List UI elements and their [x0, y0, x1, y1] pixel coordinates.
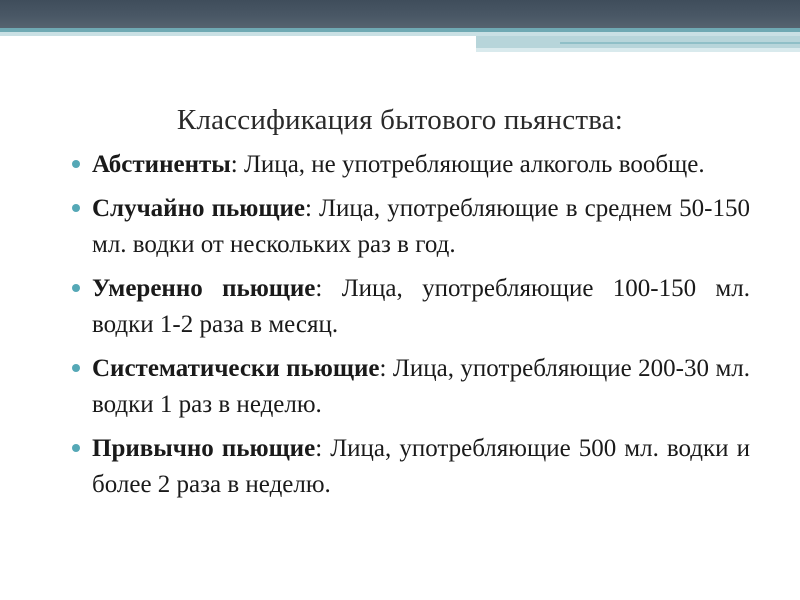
item-term: Абстиненты — [92, 151, 231, 178]
bullet-icon — [72, 160, 80, 168]
item-text: : Лица, употребляющие в среднем 50-150 мл. водки от нескольких раз в год. — [92, 195, 750, 258]
classification-list — [60, 147, 750, 511]
header-right-block-light — [476, 48, 800, 52]
item-text: : Лица, не употребляющие алкоголь вообще. — [230, 151, 705, 178]
bullet-icon — [72, 284, 80, 292]
list-item — [60, 191, 750, 263]
list-item — [60, 351, 750, 423]
item-text: : Лица, употребляющие 200-30 мл. водки 1 раз в неделю. — [92, 355, 750, 418]
slide-title: Классификация бытового пьянства: — [176, 104, 624, 136]
bullet-icon — [72, 444, 80, 452]
header-right-line — [560, 42, 800, 44]
item-text: : Лица, употребляющие 500 мл. водки и более 2 раза в неделю. — [92, 435, 750, 498]
item-term: Привычно пьющие — [92, 435, 316, 462]
item-term: Случайно пьющие — [92, 195, 305, 222]
bullet-icon — [72, 364, 80, 372]
item-text: : Лица, употребляющие 100-150 мл. водки 1-2 раза в месяц. — [92, 275, 750, 338]
list-item — [60, 431, 750, 503]
item-term: Систематически пьющие — [92, 355, 380, 382]
bullet-icon — [72, 204, 80, 212]
list-item — [60, 271, 750, 343]
item-term: Умеренно пьющие — [92, 275, 316, 302]
list-item — [60, 147, 750, 183]
header-bar — [0, 0, 800, 28]
